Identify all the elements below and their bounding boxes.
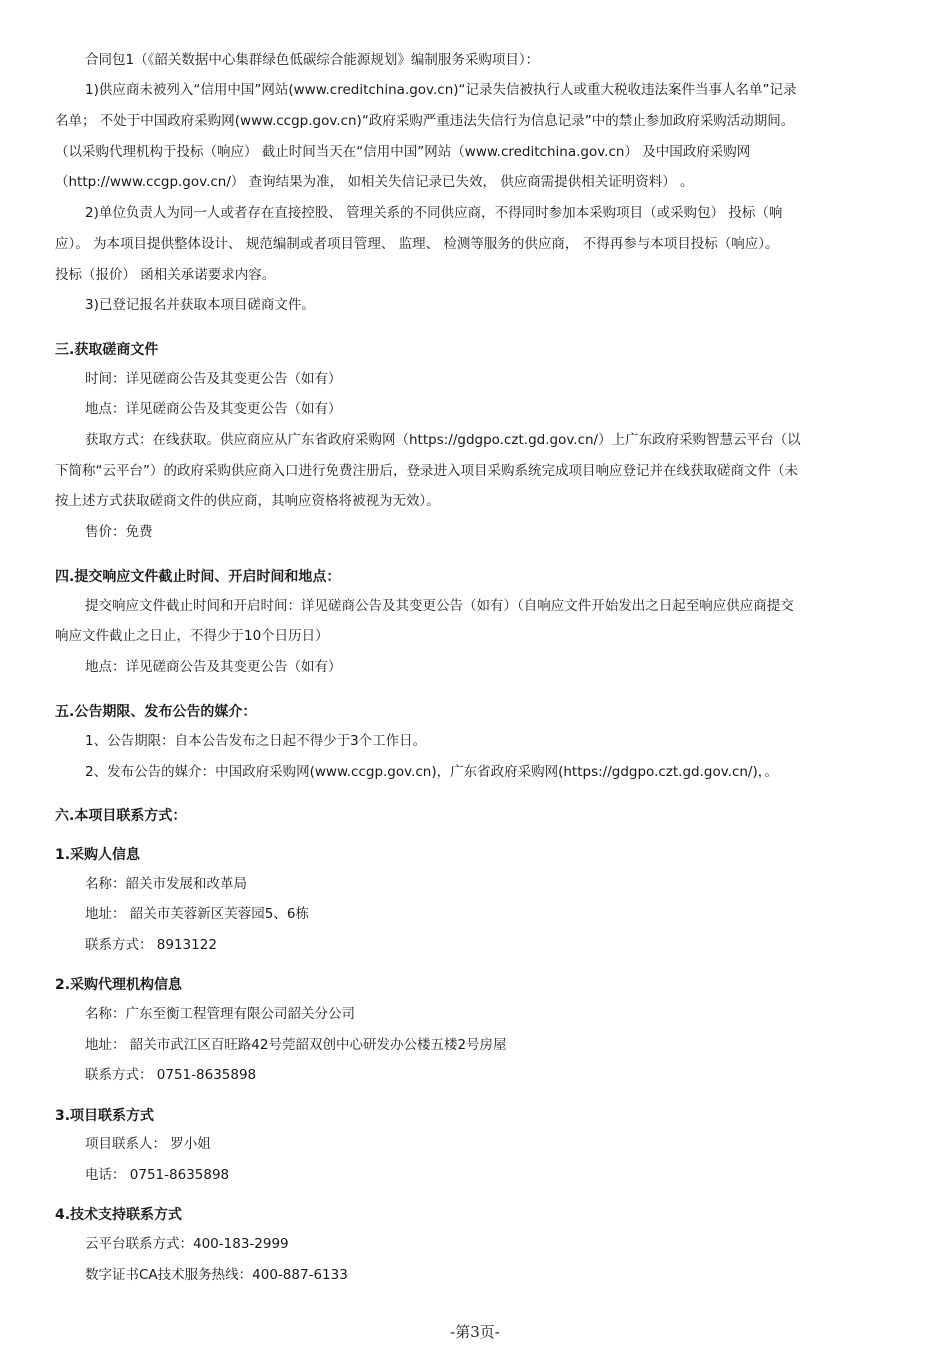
section6-heading: 六.本项目联系方式： [55,808,187,824]
section5-item1: 1、公告期限：自本公告发布之日起不得少于3个工作日。 [85,733,427,749]
qualification-item1-line3: （以采购代理机构于投标（响应） 截止时间当天在“信用中国”网站（www.creditchina.gov.cn） 及中国政府采购网 [55,144,751,160]
qualification-item1-line2: 名单； 不处于中国政府采购网(www.ccgp.gov.cn)“政府采购严重违法失信行为信息记录”中的禁止参加政府采购活动期间。 [55,113,795,129]
section3-time: 时间：详见磋商公告及其变更公告（如有） [85,371,342,387]
section5-heading: 五.公告期限、发布公告的媒介： [55,704,257,720]
section3-method-line2: 下简称“云平台”）的政府采购供应商入口进行免费注册后，登录进入项目采购系统完成项目响应登记并在线获取磋商文件（未 [55,463,798,479]
qualification-item2-line1: 2)单位负责人为同一人或者存在直接控股、 管理关系的不同供应商，不得同时参加本采购项目（或采购包） 投标（响 [85,205,783,221]
purchaser-address: 地址： 韶关市芙蓉新区芙蓉园5、6栋 [85,906,309,922]
page-number: -第3页- [450,1323,500,1341]
qualification-intro: 合同包1（《韶关数据中心集群绿色低碳综合能源规划》编制服务采购项目）： [85,52,540,68]
project-contact-phone: 电话： 0751-8635898 [85,1167,230,1183]
qualification-item2-line2: 应）。 为本项目提供整体设计、 规范编制或者项目管理、 监理、 检测等服务的供应商， 不得再参与本项目投标（响应）。 [55,236,779,252]
agency-name: 名称：广东至衡工程管理有限公司韶关分公司 [85,1006,355,1022]
section3-method-line3: 按上述方式获取磋商文件的供应商，其响应资格将被视为无效）。 [55,493,440,509]
section4-place: 地点：详见磋商公告及其变更公告（如有） [85,659,342,675]
tech-support-ca: 数字证书CA技术服务热线：400-887-6133 [85,1267,348,1283]
agency-contact: 联系方式： 0751-8635898 [85,1067,257,1083]
qualification-item3: 3)已登记报名并获取本项目磋商文件。 [85,297,315,313]
section4-deadline-line2: 响应文件截止之日止，不得少于10个日历日） [55,628,329,644]
agency-heading: 2.采购代理机构信息 [55,977,183,993]
tech-support-cloud: 云平台联系方式：400-183-2999 [85,1236,289,1252]
qualification-item1-line4: （http://www.ccgp.gov.cn/） 查询结果为准， 如相关失信记录已失效， 供应商需提供相关证明资料） 。 [55,174,694,190]
purchaser-heading: 1.采购人信息 [55,847,141,863]
section3-method-line1: 获取方式：在线获取。供应商应从广东省政府采购网（https://gdgpo.czt.gd.gov.cn/）上广东政府采购智慧云平台（以 [85,432,801,448]
section4-deadline-line1: 提交响应文件截止时间和开启时间：详见磋商公告及其变更公告（如有）（自响应文件开始发出之日起至响应供应商提交 [85,598,794,614]
section5-item2: 2、发布公告的媒介：中国政府采购网(www.ccgp.gov.cn)，广东省政府采购网(https://gdgpo.czt.gd.gov.cn/)，。 [85,764,778,780]
qualification-item1-line1: 1)供应商未被列入“信用中国”网站(www.creditchina.gov.cn)“记录失信被执行人或重大税收违法案件当事人名单”记录 [85,82,797,98]
section4-heading: 四.提交响应文件截止时间、开启时间和地点： [55,569,341,585]
section3-heading: 三.获取磋商文件 [55,342,159,358]
project-contact-heading: 3.项目联系方式 [55,1108,155,1124]
tech-support-heading: 4.技术支持联系方式 [55,1207,183,1223]
purchaser-contact: 联系方式： 8913122 [85,937,217,953]
qualification-item2-line3: 投标（报价） 函相关承诺要求内容。 [55,267,276,283]
agency-address: 地址： 韶关市武江区百旺路42号莞韶双创中心研发办公楼五楼2号房屋 [85,1037,507,1053]
purchaser-name: 名称：韶关市发展和改革局 [85,876,247,892]
project-contact-person: 项目联系人： 罗小姐 [85,1136,211,1152]
section3-price: 售价：免费 [85,524,153,540]
section3-place: 地点：详见磋商公告及其变更公告（如有） [85,401,342,417]
